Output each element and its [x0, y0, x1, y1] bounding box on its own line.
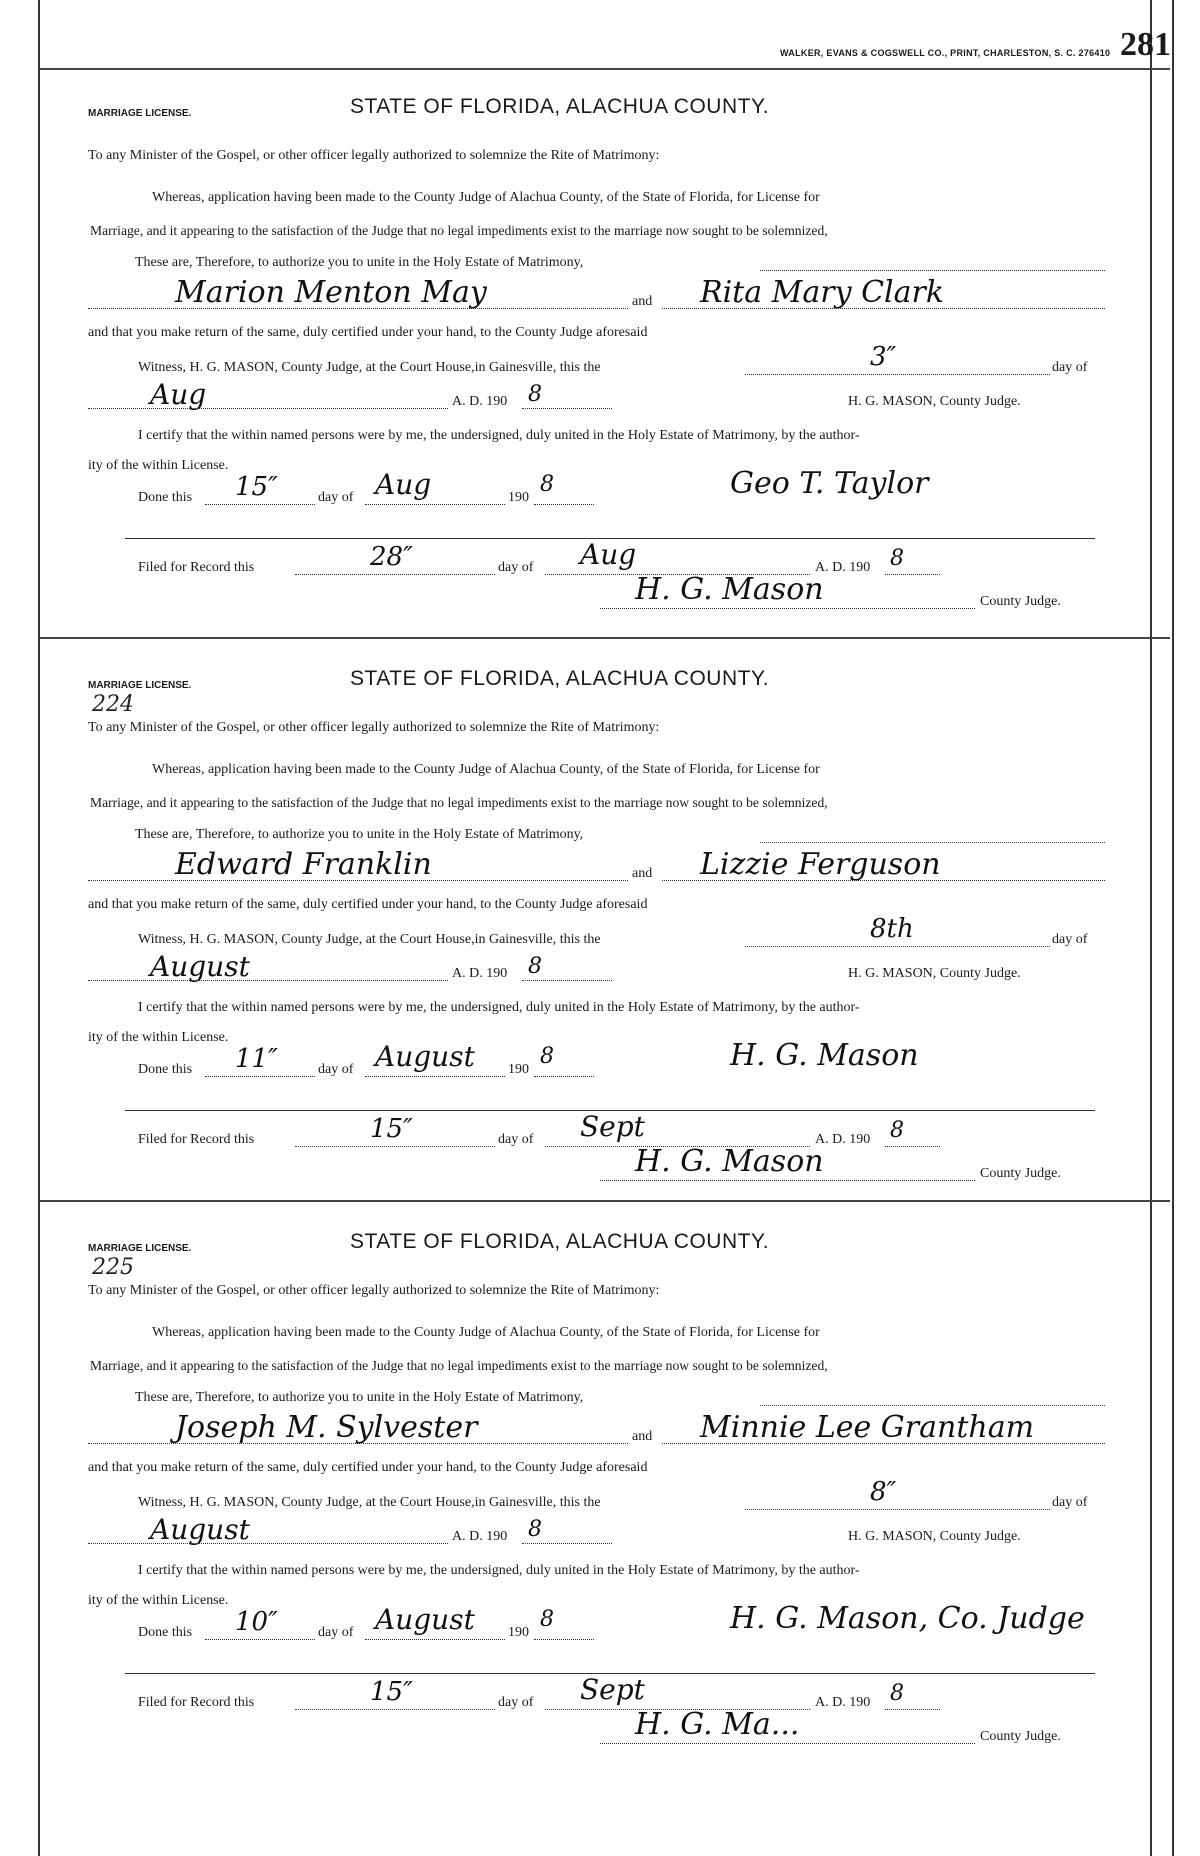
- filed-signature-line: [600, 1743, 975, 1744]
- filed-year: 8: [890, 1681, 904, 1706]
- license-number: 224: [92, 692, 134, 717]
- and-label: and: [632, 866, 653, 881]
- witness-year-line: [522, 1543, 612, 1544]
- witness-day-line: [745, 374, 1050, 375]
- certify-line-1: I certify that the within named persons were by me, the undersigned, duly united in the Holy Estate of Matrimony, by the author-: [138, 1563, 860, 1578]
- done-month: Aug: [375, 468, 432, 501]
- filed-day-of-label: day of: [498, 560, 534, 575]
- done-day-line: [205, 1639, 315, 1640]
- state-heading: STATE OF FLORIDA, ALACHUA COUNTY.: [350, 667, 770, 690]
- groom-line: [88, 308, 628, 309]
- whereas-line-1: Whereas, application having been made to the County Judge of Alachua County, of the State of Florida, for License for: [152, 1325, 820, 1340]
- filed-label: Filed for Record this: [138, 560, 255, 575]
- county-judge-label: County Judge.: [980, 594, 1061, 609]
- page-number: 281: [1120, 26, 1171, 63]
- record-divider-2: [40, 1200, 1170, 1202]
- done-year: 8: [540, 1607, 554, 1632]
- done-month-line: [365, 1639, 505, 1640]
- return-line: and that you make return of the same, duly certified under your hand, to the County Judge aforesaid: [88, 897, 648, 912]
- authorize-line: These are, Therefore, to authorize you to unite in the Holy Estate of Matrimony,: [135, 255, 584, 270]
- filed-day: 15″: [370, 1114, 413, 1144]
- done-year: 8: [540, 472, 554, 497]
- done-year-label: 190: [508, 1062, 529, 1077]
- witness-day-line: [745, 1509, 1050, 1510]
- witness-month-line: [88, 408, 448, 409]
- whereas-line-2: Marriage, and it appearing to the satisfaction of the Judge that no legal impediments exist to the marriage now sought to be solemnized,: [90, 1358, 828, 1373]
- officiant-signature: H. G. Mason: [730, 1038, 919, 1073]
- authorize-dotted-line: [760, 842, 1105, 843]
- day-of-label: day of: [1052, 1495, 1088, 1510]
- return-line: and that you make return of the same, duly certified under your hand, to the County Judge aforesaid: [88, 325, 648, 340]
- address-line: To any Minister of the Gospel, or other officer legally authorized to solemnize the Rite of Matrimony:: [88, 1283, 660, 1298]
- officiant-signature: Geo T. Taylor: [730, 466, 929, 501]
- witness-year-line: [522, 408, 612, 409]
- witness-day: 8th: [870, 914, 914, 944]
- done-month-line: [365, 1076, 505, 1077]
- authorize-line: These are, Therefore, to authorize you to unite in the Holy Estate of Matrimony,: [135, 827, 584, 842]
- license-label: MARRIAGE LICENSE.: [88, 1243, 192, 1254]
- filed-signature-line: [600, 608, 975, 609]
- witness-year: 8: [528, 954, 542, 979]
- filed-year-line: [885, 1146, 940, 1147]
- state-heading: STATE OF FLORIDA, ALACHUA COUNTY.: [350, 95, 770, 118]
- address-line: To any Minister of the Gospel, or other officer legally authorized to solemnize the Rite of Matrimony:: [88, 148, 660, 163]
- filed-day-line: [295, 574, 495, 575]
- ad-label: A. D. 190: [452, 1529, 508, 1544]
- filed-signature: H. G. Ma...: [635, 1707, 800, 1742]
- groom-line: [88, 880, 628, 881]
- bride-name: Minnie Lee Grantham: [700, 1410, 1035, 1445]
- return-line: and that you make return of the same, duly certified under your hand, to the County Judge aforesaid: [88, 1460, 648, 1475]
- authorize-line: These are, Therefore, to authorize you to unite in the Holy Estate of Matrimony,: [135, 1390, 584, 1405]
- record-divider-1: [40, 637, 1170, 639]
- filed-day-line: [295, 1709, 495, 1710]
- done-year-label: 190: [508, 490, 529, 505]
- filed-signature-line: [600, 1180, 975, 1181]
- license-number: 225: [92, 1255, 134, 1280]
- done-day-of-label: day of: [318, 490, 354, 505]
- witness-month: Aug: [150, 378, 207, 411]
- done-this-label: Done this: [138, 1062, 193, 1077]
- day-of-label: day of: [1052, 360, 1088, 375]
- bride-line: [662, 1443, 1105, 1444]
- whereas-line-2: Marriage, and it appearing to the satisfaction of the Judge that no legal impediments exist to the marriage now sought to be solemnized,: [90, 795, 828, 810]
- filed-ad-label: A. D. 190: [815, 1132, 871, 1147]
- witness-line: Witness, H. G. MASON, County Judge, at the Court House,in Gainesville, this the: [138, 932, 601, 947]
- authorize-dotted-line: [760, 1405, 1105, 1406]
- filed-year: 8: [890, 546, 904, 571]
- done-month: August: [375, 1603, 475, 1636]
- done-day-of-label: day of: [318, 1625, 354, 1640]
- certify-line-2: ity of the within License.: [88, 458, 229, 473]
- and-label: and: [632, 1429, 653, 1444]
- filed-month: Aug: [580, 538, 637, 571]
- whereas-line-1: Whereas, application having been made to the County Judge of Alachua County, of the State of Florida, for License for: [152, 762, 820, 777]
- printer-imprint: WALKER, EVANS & COGSWELL CO., PRINT, CHARLESTON, S. C. 276410: [780, 48, 1111, 58]
- done-day: 11″: [235, 1044, 278, 1074]
- done-year-label: 190: [508, 1625, 529, 1640]
- day-of-label: day of: [1052, 932, 1088, 947]
- officiant-signature: H. G. Mason, Co. Judge: [730, 1601, 1085, 1636]
- certify-line-2: ity of the within License.: [88, 1030, 229, 1045]
- page-right-border: [1150, 0, 1152, 1856]
- filed-day-of-label: day of: [498, 1132, 534, 1147]
- filed-year-line: [885, 1709, 940, 1710]
- bride-name: Lizzie Ferguson: [700, 847, 941, 882]
- page-left-border: [38, 0, 40, 1856]
- filed-month: Sept: [580, 1110, 645, 1143]
- authorize-dotted-line: [760, 270, 1105, 271]
- witness-year: 8: [528, 382, 542, 407]
- witness-month: August: [150, 1513, 250, 1546]
- witness-month-line: [88, 980, 448, 981]
- done-month: August: [375, 1040, 475, 1073]
- whereas-line-2: Marriage, and it appearing to the satisfaction of the Judge that no legal impediments exist to the marriage now sought to be solemnized,: [90, 223, 828, 238]
- filed-year: 8: [890, 1118, 904, 1143]
- done-day-of-label: day of: [318, 1062, 354, 1077]
- filed-signature: H. G. Mason: [635, 1144, 824, 1179]
- witness-day-line: [745, 946, 1050, 947]
- groom-name: Joseph M. Sylvester: [175, 1410, 478, 1445]
- witness-month: August: [150, 950, 250, 983]
- ad-label: A. D. 190: [452, 966, 508, 981]
- license-label: MARRIAGE LICENSE.: [88, 108, 192, 119]
- filed-day: 28″: [370, 542, 413, 572]
- judge-title: H. G. MASON, County Judge.: [848, 966, 1021, 981]
- filed-ad-label: A. D. 190: [815, 1695, 871, 1710]
- witness-year: 8: [528, 1517, 542, 1542]
- state-heading: STATE OF FLORIDA, ALACHUA COUNTY.: [350, 1230, 770, 1253]
- done-month-line: [365, 504, 505, 505]
- done-year-line: [534, 1076, 594, 1077]
- witness-day: 8″: [870, 1477, 897, 1507]
- done-this-label: Done this: [138, 1625, 193, 1640]
- filed-day: 15″: [370, 1677, 413, 1707]
- groom-line: [88, 1443, 628, 1444]
- filed-year-line: [885, 574, 940, 575]
- witness-day: 3″: [870, 342, 897, 372]
- page-right-border-outer: [1172, 0, 1174, 1856]
- done-year-line: [534, 1639, 594, 1640]
- certify-line-1: I certify that the within named persons were by me, the undersigned, duly united in the Holy Estate of Matrimony, by the author-: [138, 428, 860, 443]
- witness-year-line: [522, 980, 612, 981]
- filed-month: Sept: [580, 1673, 645, 1706]
- judge-title: H. G. MASON, County Judge.: [848, 394, 1021, 409]
- certify-line-1: I certify that the within named persons were by me, the undersigned, duly united in the Holy Estate of Matrimony, by the author-: [138, 1000, 860, 1015]
- county-judge-label: County Judge.: [980, 1729, 1061, 1744]
- and-label: and: [632, 294, 653, 309]
- witness-month-line: [88, 1543, 448, 1544]
- filed-label: Filed for Record this: [138, 1132, 255, 1147]
- done-day: 15″: [235, 472, 278, 502]
- groom-name: Edward Franklin: [175, 847, 432, 882]
- filed-label: Filed for Record this: [138, 1695, 255, 1710]
- done-year: 8: [540, 1044, 554, 1069]
- done-day-line: [205, 1076, 315, 1077]
- bride-line: [662, 308, 1105, 309]
- filed-signature: H. G. Mason: [635, 572, 824, 607]
- license-label: MARRIAGE LICENSE.: [88, 680, 192, 691]
- county-judge-label: County Judge.: [980, 1166, 1061, 1181]
- certify-line-2: ity of the within License.: [88, 1593, 229, 1608]
- done-this-label: Done this: [138, 490, 193, 505]
- filed-day-of-label: day of: [498, 1695, 534, 1710]
- done-year-line: [534, 504, 594, 505]
- witness-line: Witness, H. G. MASON, County Judge, at the Court House,in Gainesville, this the: [138, 360, 601, 375]
- judge-title: H. G. MASON, County Judge.: [848, 1529, 1021, 1544]
- groom-name: Marion Menton May: [175, 275, 487, 310]
- bride-name: Rita Mary Clark: [700, 275, 945, 310]
- ad-label: A. D. 190: [452, 394, 508, 409]
- whereas-line-1: Whereas, application having been made to the County Judge of Alachua County, of the State of Florida, for License for: [152, 190, 820, 205]
- bride-line: [662, 880, 1105, 881]
- done-day: 10″: [235, 1607, 278, 1637]
- filed-ad-label: A. D. 190: [815, 560, 871, 575]
- done-day-line: [205, 504, 315, 505]
- filed-day-line: [295, 1146, 495, 1147]
- witness-line: Witness, H. G. MASON, County Judge, at the Court House,in Gainesville, this the: [138, 1495, 601, 1510]
- top-rule: [40, 68, 1170, 70]
- address-line: To any Minister of the Gospel, or other officer legally authorized to solemnize the Rite of Matrimony:: [88, 720, 660, 735]
